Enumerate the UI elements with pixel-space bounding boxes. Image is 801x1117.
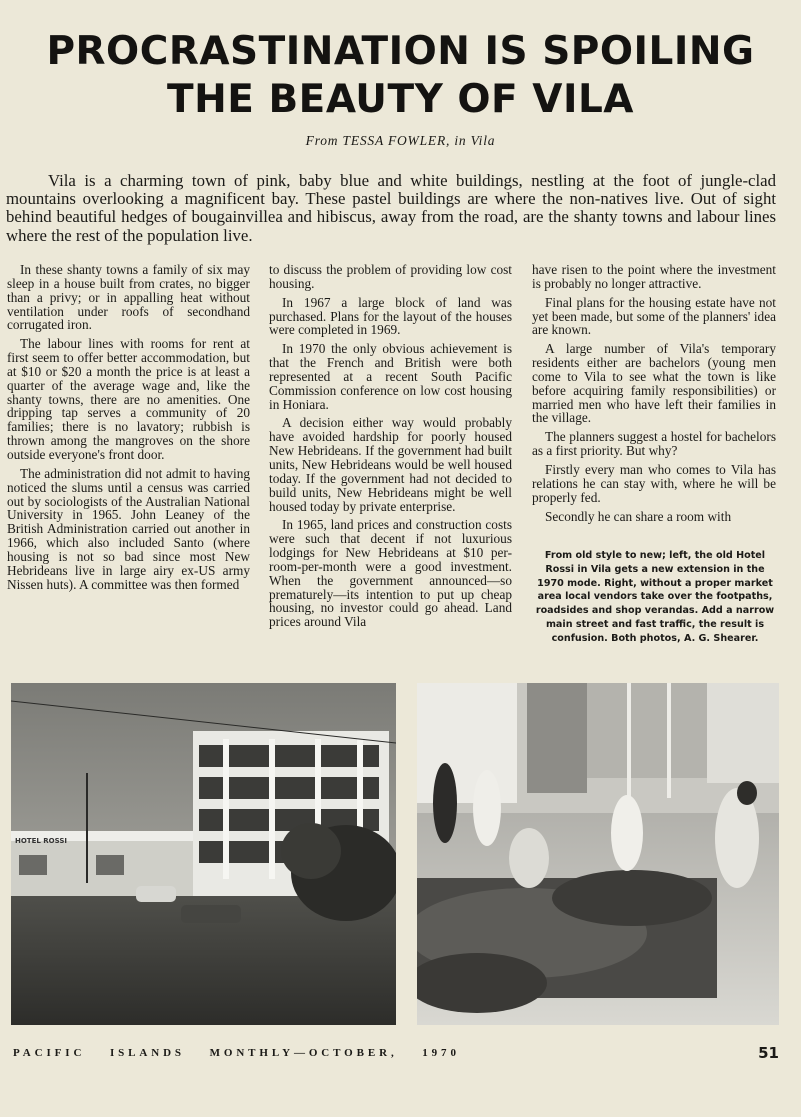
paragraph: In 1967 a large block of land was purchased. Plans for the layout of the houses were completed in 1969.	[269, 294, 512, 338]
photo-caption: From old style to new; left, the old Hotel Rossi in Vila gets a new extension in the 1970 mode. Right, without a proper market area local vendors take over the footpaths, roadsides and shop verandas. Add a narrow main street and fast traffic, the result is confusion. Both photos, A. G. Shearer.	[535, 550, 775, 644]
lead-paragraph: Vila is a charming town of pink, baby blue and white buildings, nestling at the foot of jungle-clad mountains overlooking a magnificent bay. These pastel buildings are where the non-natives live. Out of sight behind beautiful hedges of bougainvillea and hibiscus, away from the road, are the shanty towns and labour lines where the rest of the population live.	[6, 171, 776, 245]
headline-line-1: PROCRASTINATION IS SPOILING	[46, 29, 755, 74]
paragraph: to discuss the problem of providing low cost housing.	[269, 262, 512, 291]
paragraph: The labour lines with rooms for rent at first seem to offer better accommodation, but at $10 or $20 a month the price is at least a quarter of the average wage and, like the shanty towns, there are no amenities. One dripping tap serves a community of 20 families; there is no lavatory; rubbish is thrown among the mangroves on the shore outside everyone's front door.	[7, 336, 250, 462]
paragraph: have risen to the point where the investment is probably no longer attractive.	[532, 262, 776, 291]
photo-hotel-rossi	[11, 683, 396, 1025]
paragraph: The planners suggest a hostel for bachelors as a first priority. But why?	[532, 429, 776, 459]
byline: From TESSA FOWLER, in Vila	[305, 133, 496, 148]
paragraph: A large number of Vila's temporary residents either are bachelors (young men come to Vila to see what the town is like before acquiring family responsibilities) or married men who have left their families in the village.	[532, 341, 776, 426]
body-column-1	[7, 263, 250, 596]
body-column-2	[269, 263, 512, 634]
headline	[0, 28, 801, 124]
page-number: 51	[758, 1044, 779, 1062]
paragraph: In 1965, land prices and construction costs were such that decent if not luxurious lodgings for New Hebrideans at $10 per-room-per-month were a good investment. When the government announced—so prematurely—its intention to put up cheap housing, no investor could go ahead. Land prices around Vila	[269, 517, 512, 630]
page-footer	[13, 1044, 783, 1064]
footer-masthead: PACIFIC ISLANDS MONTHLY—OCTOBER, 1970	[13, 1047, 460, 1059]
paragraph: The administration did not admit to having noticed the slums until a census was carried out by sociologists of the Australian National University in 1965. John Leaney of the British Administration carried out another in 1966, which also included Santo (where housing is not so bad since most New Hebrideans live in large airy ex-US army Nissen huts). A committee was then formed	[7, 465, 250, 592]
paragraph: Secondly he can share a room with	[545, 508, 732, 524]
body-column-3	[532, 263, 776, 528]
paragraph: In these shanty towns a family of six may sleep in a house built from crates, no bigger than a privy; or in appalling heat without ventilation under roofs of secondhand corrugated iron.	[7, 262, 250, 333]
paragraph: Final plans for the housing estate have not yet been made, but some of the planners' idea are known.	[532, 294, 776, 338]
photo-street-market	[417, 683, 779, 1025]
paragraph: Firstly every man who comes to Vila has relations he can stay with, where he will be properly fed.	[532, 461, 776, 505]
paragraph: A decision either way would probably have avoided hardship for poorly housed New Hebrideans. If the government had built units, New Hebrideans would be well housed today. If the government had not decided to build units, New Hebrideans might be well housed today by private enterprise.	[269, 415, 512, 514]
hotel-sign: HOTEL ROSSI	[15, 837, 67, 845]
paragraph: In 1970 the only obvious achievement is that the French and British were both represented at a recent South Pacific Commission conference on low cost housing in Honiara.	[269, 341, 512, 412]
headline-line-2: THE BEAUTY OF VILA	[166, 77, 634, 122]
